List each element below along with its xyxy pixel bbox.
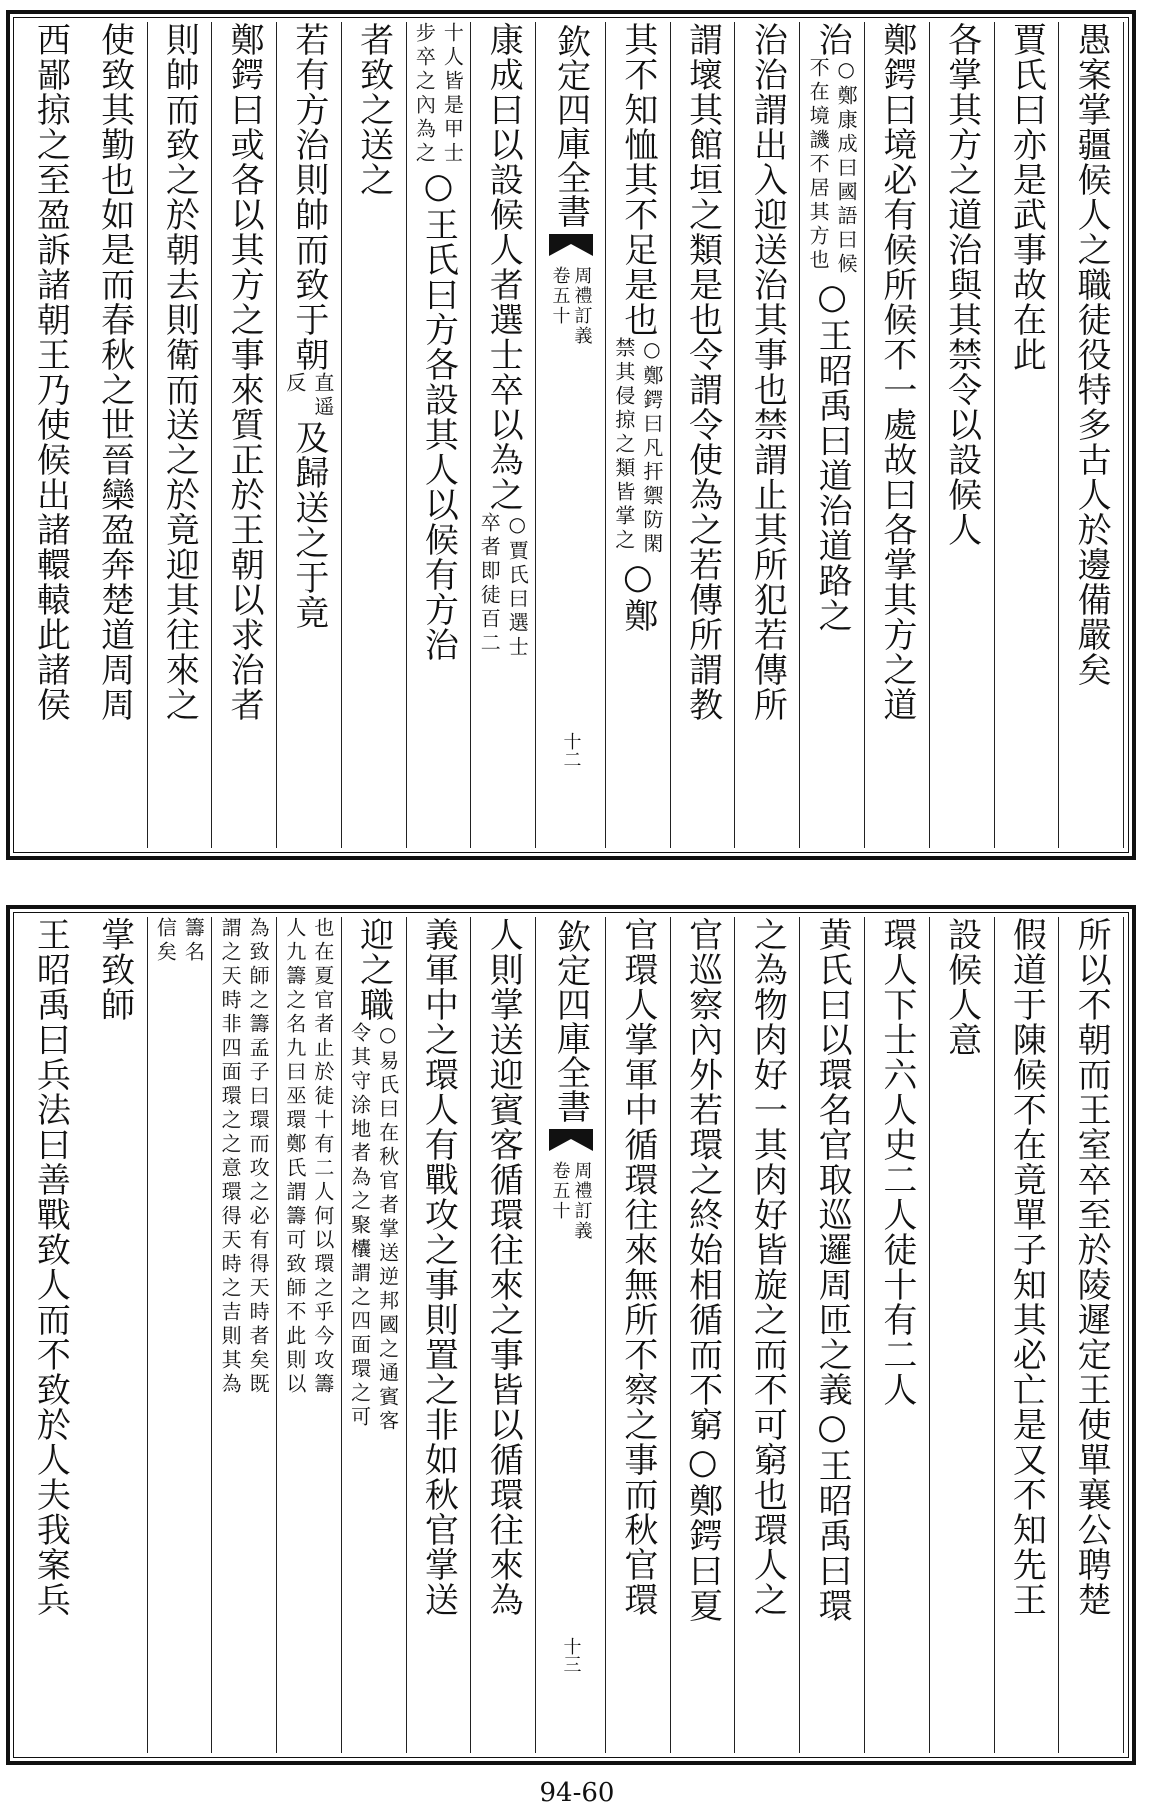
text-column xyxy=(735,22,800,848)
text-column xyxy=(471,917,536,1753)
commentary-left: 信矣 xyxy=(153,917,178,965)
commentary-left: 卒者即徒百二 xyxy=(477,512,502,656)
commentary-left: 禁其侵掠之類皆掌之 xyxy=(611,337,636,553)
text-column xyxy=(83,917,148,1753)
text-column xyxy=(342,22,407,848)
text-column xyxy=(342,917,407,1753)
centre-subtitle xyxy=(550,1161,592,1241)
footer-page-number: 94-60 xyxy=(539,1778,615,1808)
commentary-right: ○賈氏曰選士 xyxy=(505,512,530,660)
text-column xyxy=(536,917,606,1753)
commentary-right: 直遥 xyxy=(310,372,335,420)
fishtail-ornament-icon xyxy=(549,234,593,256)
main-text: 西鄙掠之至盈訴諸朝王乃使候出諸轘轅此諸侯 xyxy=(30,22,71,722)
commentary-block xyxy=(216,917,272,1397)
main-text: 環人下士六人史二人徒十有二人 xyxy=(876,917,917,1407)
main-text: 鄭鍔曰境必有候所候不一處故曰各掌其方之道 xyxy=(876,22,917,722)
commentary-block xyxy=(151,917,207,965)
main-text: ○鄭 xyxy=(617,557,658,633)
commentary-right: ○易氏曰在秋官者掌送逆邦國之通賓客 xyxy=(375,1022,400,1434)
main-text: 則帥而致之於朝去則衛而送之於竟迎其往來之 xyxy=(159,22,200,722)
main-text: 者致之送之 xyxy=(353,22,394,197)
centre-title: 欽定四庫全書 xyxy=(550,919,591,1123)
main-text: 謂壞其館垣之類是也令謂令使為之若傳所謂教 xyxy=(682,22,723,722)
main-text: 掌致師 xyxy=(94,917,135,1022)
main-text: 愚案掌疆候人之職徒役特多古人於邊備嚴矣 xyxy=(1071,22,1112,687)
commentary-left: 不在境譏不居其方也 xyxy=(806,57,831,273)
text-column xyxy=(865,917,930,1753)
commentary-left: 反 xyxy=(282,372,307,396)
main-text: ○王氏曰方各設其人以候有方治 xyxy=(418,166,459,662)
main-text: 迎之職 xyxy=(353,917,394,1022)
main-text: 所以不朝而王室卒至於陵遲定王使單襄公聘楚 xyxy=(1071,917,1112,1617)
main-text: 治治謂出入迎送治其事也禁謂止其所犯若傳所 xyxy=(747,22,788,722)
text-column xyxy=(735,917,800,1753)
main-text: 治 xyxy=(812,22,853,57)
main-text: 及歸送之于竟 xyxy=(288,420,329,630)
main-text: 設候人意 xyxy=(941,917,982,1057)
text-column xyxy=(606,917,671,1753)
text-column xyxy=(212,22,277,848)
commentary-right: 也在夏官者止於徒十有二人何以環之乎今攻籌 xyxy=(310,917,335,1397)
text-column xyxy=(1059,917,1124,1753)
commentary-left: 令其守涂地者為之聚欜謂之四面環之可 xyxy=(347,1022,372,1430)
text-column xyxy=(930,22,995,848)
commentary-block xyxy=(804,57,860,277)
text-column xyxy=(212,917,277,1753)
text-column xyxy=(995,917,1060,1753)
text-column xyxy=(671,22,736,848)
main-text: 各掌其方之道治與其禁令以設候人 xyxy=(941,22,982,547)
fishtail-ornament-icon xyxy=(549,1129,593,1151)
main-text: 黄氏曰以環名官取巡邏周匝之義○王昭禹曰環 xyxy=(812,917,853,1623)
text-column xyxy=(407,917,472,1753)
commentary-right: ○鄭鍔曰凡扞禦防閑 xyxy=(639,337,664,557)
text-column xyxy=(83,22,148,848)
commentary-block xyxy=(281,372,337,420)
centre-subtitle xyxy=(550,266,592,346)
commentary-block xyxy=(610,337,666,557)
main-text: 官巡察內外若環之終始相循而不窮○鄭鍔曰夏 xyxy=(682,917,723,1623)
text-column xyxy=(277,22,342,848)
centre-title: 欽定四庫全書 xyxy=(550,24,591,228)
text-column xyxy=(18,917,83,1753)
centre-subtitle-line: 周禮訂義 xyxy=(571,1161,593,1241)
text-column xyxy=(930,917,995,1753)
commentary-block xyxy=(475,512,531,660)
main-text: 其不知恤其不足是也 xyxy=(617,22,658,337)
commentary-block xyxy=(410,22,466,166)
commentary-left: 人九籌之名九曰巫環鄭氏謂籌可致師不此則以 xyxy=(282,917,307,1397)
centre-subtitle-line: 卷五十 xyxy=(549,1161,571,1221)
main-text: 之為物肉好一其肉好皆旋之而不可窮也環人之 xyxy=(747,917,788,1617)
text-column xyxy=(995,22,1060,848)
bottom-page-panel xyxy=(6,905,1136,1765)
commentary-block xyxy=(346,1022,402,1434)
centre-subtitle-line: 卷五十 xyxy=(549,266,571,326)
commentary-right: 籌名 xyxy=(181,917,206,965)
main-text: 若有方治則帥而致于朝 xyxy=(288,22,329,372)
text-column xyxy=(1059,22,1124,848)
text-column xyxy=(407,22,472,848)
text-column xyxy=(800,22,865,848)
main-text: 假道于陳候不在竟單子知其必亡是又不知先王 xyxy=(1006,917,1047,1617)
commentary-right: 為致師之籌孟子曰環而攻之必有得天時者矣既 xyxy=(246,917,271,1397)
text-column xyxy=(671,917,736,1753)
main-text: 王昭禹曰兵法曰善戰致人而不致於人夫我案兵 xyxy=(30,917,71,1617)
centre-subtitle-line: 周禮訂義 xyxy=(571,266,593,346)
text-column xyxy=(18,22,83,848)
main-text: 鄭鍔曰或各以其方之事來質正於王朝以求治者 xyxy=(224,22,265,722)
text-column xyxy=(277,917,342,1753)
leaf-number: 十三 xyxy=(560,1637,582,1673)
text-column xyxy=(606,22,671,848)
commentary-left: 步卒之內為之 xyxy=(412,22,437,166)
leaf-number: 十二 xyxy=(560,732,582,768)
text-column xyxy=(148,22,213,848)
commentary-left: 謂之天時非四面環之之意環得天時之吉則其為 xyxy=(218,917,243,1397)
commentary-right: 十人皆是甲士 xyxy=(440,22,465,166)
main-text: 使致其勤也如是而春秋之世晉欒盈奔楚道周周 xyxy=(94,22,135,722)
main-text: ○王昭禹曰道治道路之 xyxy=(812,277,853,633)
main-text: 康成曰以設候人者選士卒以為之 xyxy=(483,22,524,512)
text-column xyxy=(148,917,213,1753)
text-column xyxy=(865,22,930,848)
main-text: 義軍中之環人有戰攻之事則置之非如秋官掌送 xyxy=(418,917,459,1617)
text-column xyxy=(536,22,606,848)
main-text: 官環人掌軍中循環往來無所不察之事而秋官環 xyxy=(617,917,658,1617)
main-text: 賈氏曰亦是武事故在此 xyxy=(1006,22,1047,372)
top-page-panel xyxy=(6,10,1136,860)
commentary-right: ○鄭康成曰國語曰候 xyxy=(834,57,859,277)
text-column xyxy=(800,917,865,1753)
text-column xyxy=(471,22,536,848)
main-text: 人則掌送迎賓客循環往來之事皆以循環往來為 xyxy=(483,917,524,1617)
commentary-block xyxy=(281,917,337,1397)
